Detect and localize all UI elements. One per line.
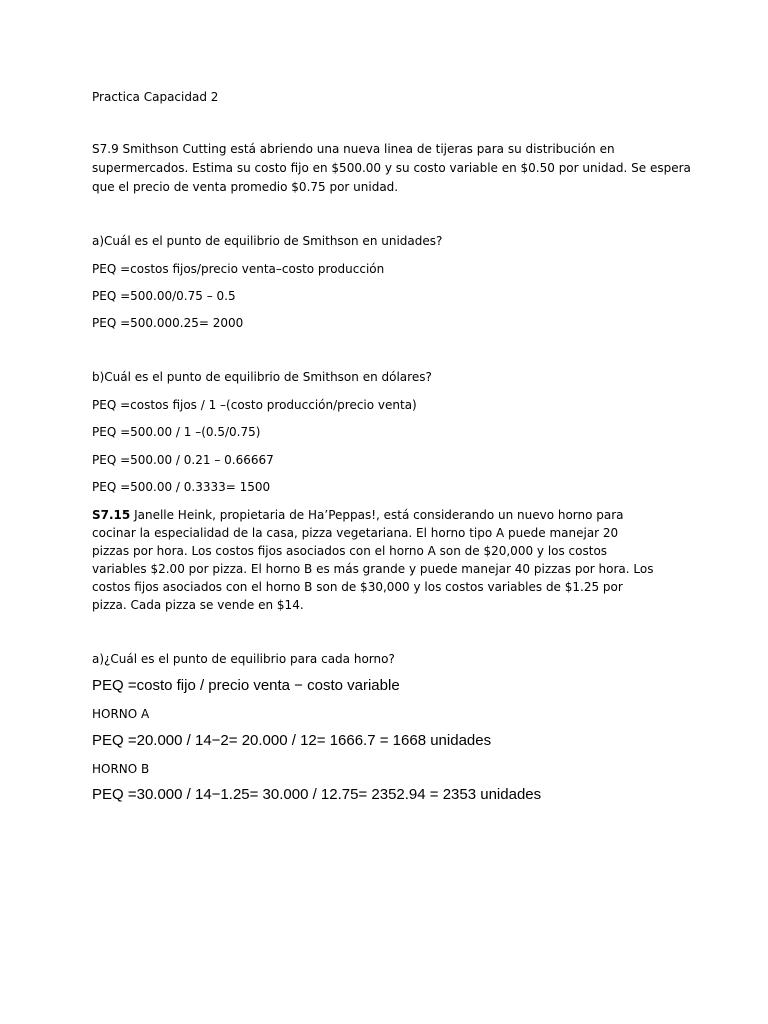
problem1-part-b-step-2: PEQ =500.00 / 1 –(0.5/0.75) [92, 425, 261, 439]
problem1-part-a-step-3: PEQ =500.000.25= 2000 [92, 316, 244, 330]
problem2-text-line-4: variables $2.00 por pizza. El horno B es más grande y puede manejar 40 pizzas por hora. Los [92, 562, 654, 576]
problem2-text-line-2: cocinar la especialidad de la casa, pizza vegetariana. El horno tipo A puede manejar 20 [92, 526, 619, 540]
problem1-part-b-step-3: PEQ =500.00 / 0.21 – 0.66667 [92, 453, 274, 467]
problem2-text-line-3: pizzas por hora. Los costos fijos asociados con el horno A son de $20,000 y los costos [92, 544, 608, 558]
problem2-text-line-1 [92, 506, 624, 524]
problem1-part-b-question: b)Cuál es el punto de equilibrio de Smithson en dólares? [92, 370, 432, 384]
horno-a-calculation: PEQ =20.000 / 14−2= 20.000 / 12= 1666.7 = 1668 unidades [92, 732, 492, 749]
problem1-part-b-step-4: PEQ =500.00 / 0.3333= 1500 [92, 480, 271, 494]
problem1-part-a-question: a)Cuál es el punto de equilibrio de Smithson en unidades? [92, 234, 443, 248]
problem2-formula: PEQ =costo fijo / precio venta − costo variable [92, 677, 400, 694]
problem1-part-a-step-1: PEQ =costos fijos/precio venta–costo producción [92, 262, 385, 276]
problem1-text-line-1: S7.9 Smithson Cutting está abriendo una nueva linea de tijeras para su distribución en [92, 142, 615, 156]
problem2-label: S7.15 [92, 508, 131, 522]
horno-b-calculation: PEQ =30.000 / 14−1.25= 30.000 / 12.75= 2352.94 = 2353 unidades [92, 786, 542, 803]
problem2-text-line-6: pizza. Cada pizza se vende en $14. [92, 598, 304, 612]
problem2-text-line-5: costos fijos asociados con el horno B son de $30,000 y los costos variables de $1.25 por [92, 580, 623, 594]
problem2-part-a-question: a)¿Cuál es el punto de equilibrio para cada horno? [92, 652, 395, 666]
problem1-part-a-step-2: PEQ =500.00/0.75 – 0.5 [92, 289, 236, 303]
horno-b-label: HORNO B [92, 762, 150, 776]
problem1-text-line-2: supermercados. Estima su costo fijo en $500.00 y su costo variable en $0.50 por unidad. Se espera [92, 161, 691, 175]
document-title: Practica Capacidad 2 [92, 90, 219, 104]
problem2-first-line: Janelle Heink, propietaria de Ha’Peppas!, está considerando un nuevo horno para [130, 508, 624, 522]
horno-a-label: HORNO A [92, 707, 150, 721]
problem1-text-line-3: que el precio de venta promedio $0.75 por unidad. [92, 180, 399, 194]
problem1-part-b-step-1: PEQ =costos fijos / 1 –(costo producción/precio venta) [92, 398, 417, 412]
